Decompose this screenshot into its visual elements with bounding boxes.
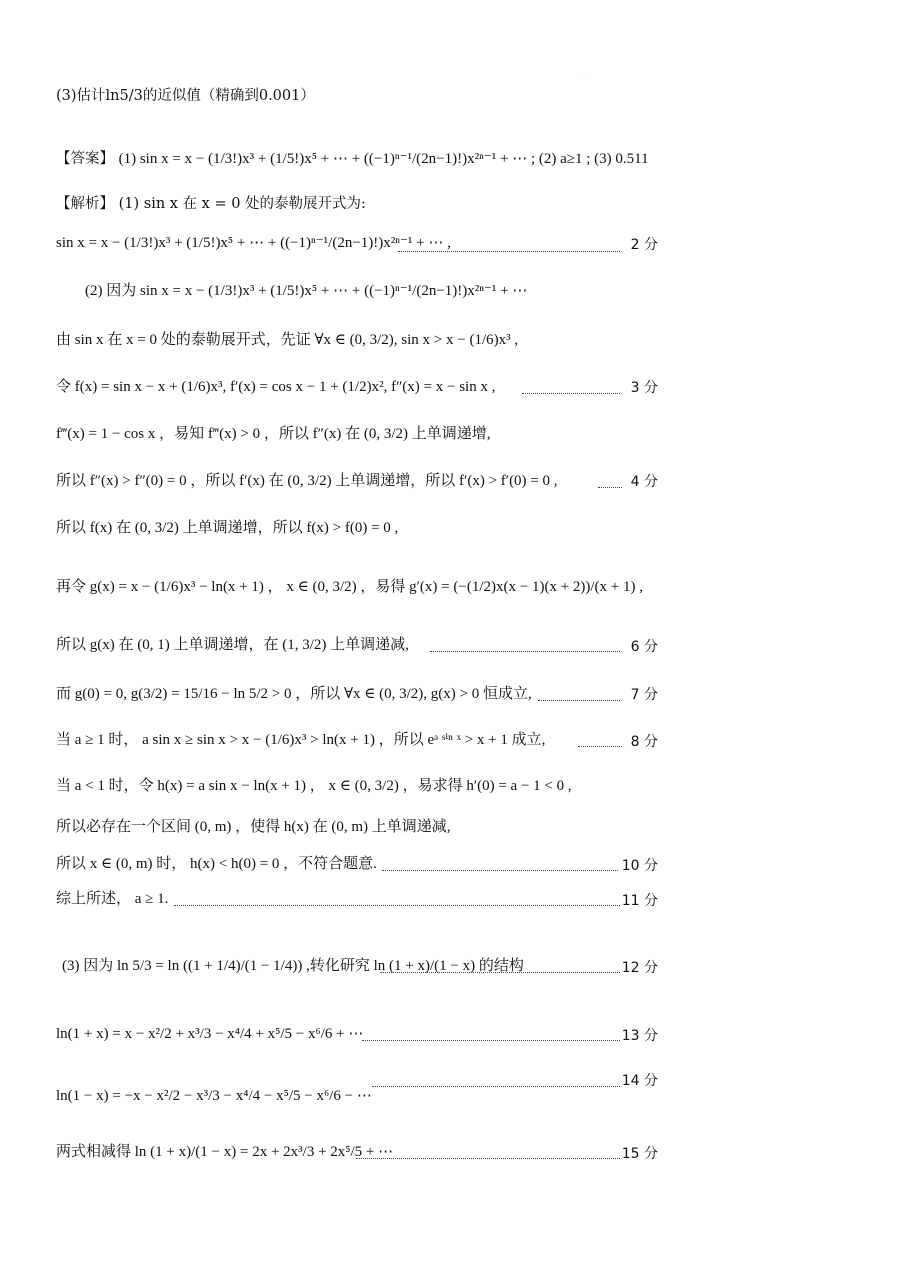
leader-dots — [398, 251, 620, 252]
leader-dots — [578, 746, 622, 747]
score-mark: 14 分 — [621, 1073, 658, 1089]
leader-dots — [356, 1158, 620, 1159]
score-mark: 7 分 — [630, 687, 658, 703]
line-text: sin x = x − (1/3!)x³ + (1/5!)x⁵ + ⋯ + ((−1)ⁿ⁻¹/(2n−1)!)x²ⁿ⁻¹ + ⋯ , — [56, 235, 451, 251]
score-mark: 6 分 — [630, 639, 658, 655]
leader-dots — [380, 972, 620, 973]
leader-dots — [598, 487, 622, 488]
solution-line-2 — [85, 282, 660, 300]
line-text: 所以 g(x) 在 (0, 1) 上单调递增，在 (1, 3/2) 上单调递减, — [56, 637, 409, 653]
line-text: 而 g(0) = 0, g(3/2) = 15/16 − ln 5/2 > 0 ，所以 ∀x ∈ (0, 3/2), g(x) > 0 恒成立, — [56, 686, 532, 702]
leader-dots — [522, 393, 620, 394]
stray-dot: . — [583, 74, 585, 81]
leader-dots — [174, 905, 620, 906]
line-text: 所以 f″(x) > f″(0) = 0 ，所以 f′(x) 在 (0, 3/2) 上单调递增，所以 f′(x) > f′(0) = 0 , — [56, 473, 558, 489]
answer-label: 【答案】 — [56, 151, 114, 167]
solution-line-1 — [56, 234, 660, 252]
leader-dots — [362, 1040, 620, 1041]
line-text: 综上所述， a ≥ 1. — [56, 891, 169, 907]
score-mark: 15 分 — [621, 1146, 658, 1162]
line-text: (2) 因为 sin x = x − (1/3!)x³ + (1/5!)x⁵ + ⋯ + ((−1)ⁿ⁻¹/(2n−1)!)x²ⁿ⁻¹ + ⋯ — [85, 283, 528, 299]
solution-line-18 — [56, 1087, 660, 1105]
solution-line-8 — [56, 578, 660, 596]
solution-line-11 — [56, 731, 660, 749]
line-text: ln(1 + x) = x − x²/2 + x³/3 − x⁴/4 + x⁵/5 − x⁶/6 + ⋯ — [56, 1026, 364, 1042]
line-text: f‴(x) = 1 − cos x ，易知 f‴(x) > 0 ，所以 f″(x) 在 (0, 3/2) 上单调递增, — [56, 426, 491, 442]
line-text: 所以 x ∈ (0, m) 时， h(x) < h(0) = 0 ，不符合题意. — [56, 856, 377, 872]
answer-text: (1) sin x = x − (1/3!)x³ + (1/5!)x⁵ + ⋯ + ((−1)ⁿ⁻¹/(2n−1)!)x²ⁿ⁻¹ + ⋯ ; (2) a≥1 ; (3) 0.511 — [118, 151, 649, 167]
solution-line-7 — [56, 519, 660, 537]
score-mark: 13 分 — [621, 1028, 658, 1044]
line-text: 当 a ≥ 1 时， a sin x ≥ sin x > x − (1/6)x³ > ln(x + 1) ，所以 eᵃ ˢⁱⁿ ˣ > x + 1 成立, — [56, 732, 546, 748]
leader-dots — [538, 700, 620, 701]
solution-line-6 — [56, 472, 660, 490]
line-text: 两式相减得 ln (1 + x)/(1 − x) = 2x + 2x³/3 + 2x⁵/5 + ⋯ — [56, 1144, 394, 1160]
line-text: (3) 因为 ln 5/3 = ln ((1 + 1/4)/(1 − 1/4)) ,转化研究 ln (1 + x)/(1 − x) 的结构 — [62, 958, 524, 974]
line-text: 由 sin x 在 x = 0 处的泰勒展开式，先证 ∀x ∈ (0, 3/2), sin x > x − (1/6)x³ , — [56, 332, 519, 348]
leader-dots — [430, 651, 620, 652]
line-text: ln(1 − x) = −x − x²/2 − x³/3 − x⁴/4 − x⁵/5 − x⁶/6 − ⋯ — [56, 1088, 372, 1104]
score-mark: 11 分 — [621, 893, 658, 909]
score-mark: 8 分 — [630, 734, 658, 750]
score-mark: 12 分 — [621, 960, 658, 976]
question-3-header — [56, 88, 660, 105]
line-text: 再令 g(x) = x − (1/6)x³ − ln(x + 1) ， x ∈ (0, 3/2) ，易得 g′(x) = (−(1/2)x(x − 1)(x + 2))/(x + 1) , — [56, 579, 644, 595]
analysis-intro: (1) sin x 在 x = 0 处的泰勒展开式为: — [118, 196, 366, 212]
line-text: 当 a < 1 时，令 h(x) = a sin x − ln(x + 1) ， x ∈ (0, 3/2) ，易求得 h′(0) = a − 1 < 0 , — [56, 778, 572, 794]
solution-line-13 — [56, 818, 660, 836]
line-text: 令 f(x) = sin x − x + (1/6)x³, f′(x) = cos x − 1 + (1/2)x², f″(x) = x − sin x , — [56, 379, 496, 395]
analysis-intro-line — [56, 196, 660, 213]
solution-line-12 — [56, 777, 660, 795]
q3-text: (3)估计ln5/3的近似值（精确到0.001） — [56, 88, 315, 104]
line-text: 所以 f(x) 在 (0, 3/2) 上单调递增，所以 f(x) > f(0) = 0 , — [56, 520, 399, 536]
analysis-label: 【解析】 — [56, 196, 114, 212]
score-mark: 10 分 — [621, 858, 658, 874]
leader-dots — [382, 870, 618, 871]
solution-line-5 — [56, 425, 660, 443]
score-mark: 2 分 — [630, 237, 658, 253]
line-text: 所以必存在一个区间 (0, m) ，使得 h(x) 在 (0, m) 上单调递减, — [56, 819, 451, 835]
score-mark: 3 分 — [630, 380, 658, 396]
answer-line — [56, 150, 660, 168]
score-mark: 4 分 — [630, 474, 658, 490]
solution-line-3 — [56, 331, 660, 349]
